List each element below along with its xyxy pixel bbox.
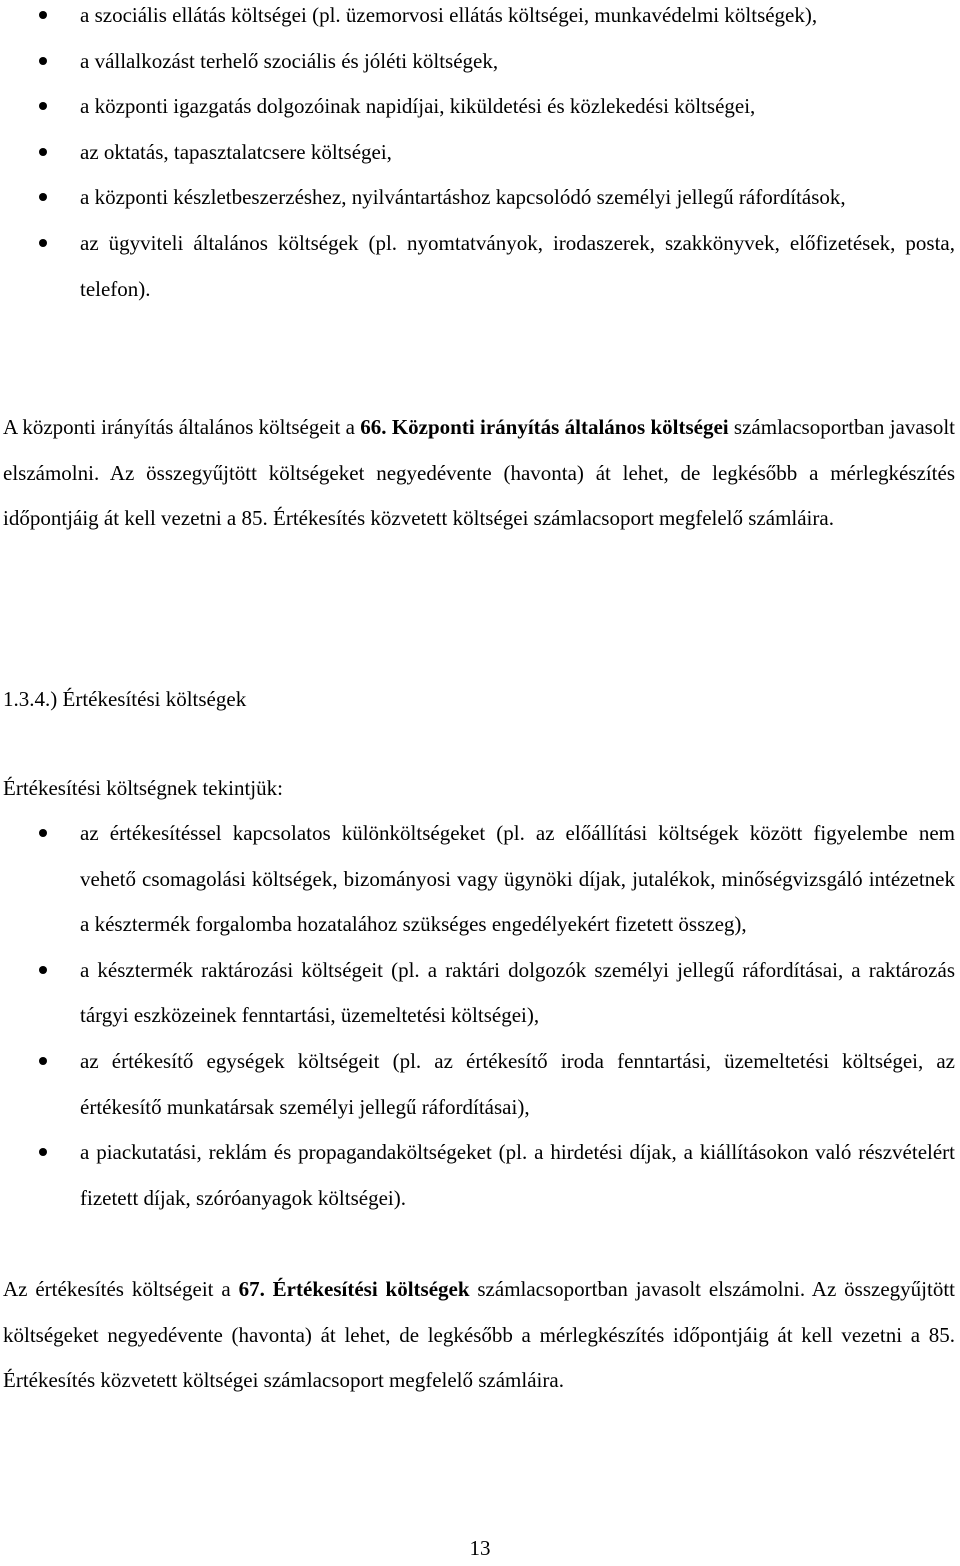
bullet-icon bbox=[39, 11, 47, 19]
list-item: az értékesítéssel kapcsolatos különköltségeket (pl. az előállítási költségek között figyelembe nem vehető csomagolási költségek, bizományosi vagy ügynöki díjak, jutalékok, minőségvizsgáló intézetnek a késztermék forgalomba hozatalához szükséges engedélyekért fizetett összeg), bbox=[0, 811, 960, 948]
bullet-icon bbox=[39, 966, 47, 974]
list-item: a központi igazgatás dolgozóinak napidíjai, kiküldetési és közlekedési költségei, bbox=[0, 84, 960, 130]
list-item: az értékesítő egységek költségeit (pl. az értékesítő iroda fenntartási, üzemeltetési költségei, az értékesítő munkatársak személyi jellegű ráfordításai), bbox=[0, 1039, 960, 1130]
cost-list-central-management bbox=[0, 0, 960, 312]
list-item: a vállalkozást terhelő szociális és jóléti költségek, bbox=[0, 39, 960, 85]
page-number: 13 bbox=[469, 1536, 491, 1560]
bullet-icon bbox=[39, 102, 47, 110]
bullet-icon bbox=[39, 1148, 47, 1156]
list-item: a központi készletbeszerzéshez, nyilvántartáshoz kapcsolódó személyi jellegű ráfordítások, bbox=[0, 175, 960, 221]
cost-list-sales bbox=[0, 811, 960, 1221]
bullet-icon bbox=[39, 239, 47, 247]
intro-text: Értékesítési költségnek tekintjük: bbox=[3, 776, 283, 800]
bullet-icon bbox=[39, 148, 47, 156]
bullet-icon bbox=[39, 193, 47, 201]
list-item: a késztermék raktározási költségeit (pl. a raktári dolgozók személyi jellegű ráfordításai, a raktározás tárgyi eszközeinek fenntartási, üzemeltetési költségei), bbox=[0, 948, 960, 1039]
bullet-icon bbox=[39, 829, 47, 837]
list-item: a piackutatási, reklám és propagandaköltségeket (pl. a hirdetési díjak, a kiállításokon való részvételért fizetett díjak, szóróanyagok költségei). bbox=[0, 1130, 960, 1221]
bullet-icon bbox=[39, 1057, 47, 1065]
bullet-icon bbox=[39, 57, 47, 65]
list-item: az oktatás, tapasztalatcsere költségei, bbox=[0, 130, 960, 176]
paragraph-sales-accounting: Az értékesítés költségeit a 67. Értékesítési költségek számlacsoportban javasolt elszámolni. Az összegyűjtött költségeket negyedévente (havonta) át lehet, de legkésőbb a mérlegkészítés időpontjáig át kell vezetni a 85. Értékesítés közvetett költségei számlacsoport megfelelő számláira. bbox=[3, 1277, 955, 1392]
paragraph-central-management-accounting: A központi irányítás általános költségeit a 66. Központi irányítás általános költségei számlacsoportban javasolt elszámolni. Az összegyűjtött költségeket negyedévente (havonta) át lehet, de legkésőbb a mérlegkészítés időpontjáig át kell vezetni a 85. Értékesítés közvetett költségei számlacsoport megfelelő számláira. bbox=[3, 415, 956, 530]
list-item: az ügyviteli általános költségek (pl. nyomtatványok, irodaszerek, szakkönyvek, előfizetések, posta, telefon). bbox=[0, 221, 960, 312]
section-heading: 1.3.4.) Értékesítési költségek bbox=[3, 687, 247, 711]
list-item: a szociális ellátás költségei (pl. üzemorvosi ellátás költségei, munkavédelmi költségek), bbox=[0, 0, 960, 39]
